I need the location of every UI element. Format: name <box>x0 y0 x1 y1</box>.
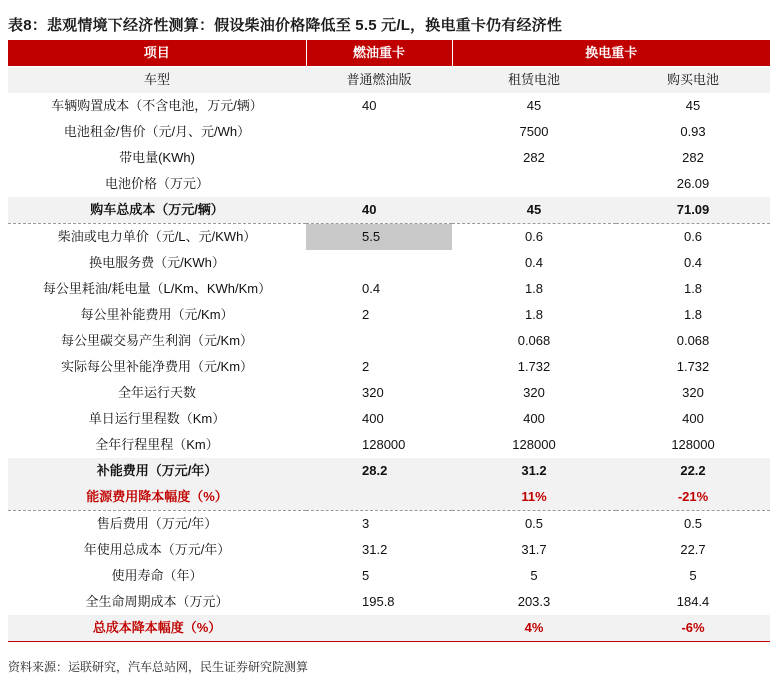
cell-label: 年使用总成本（万元/年） <box>83 542 231 557</box>
economics-table <box>8 40 770 642</box>
cell-fuel: 40 <box>362 98 377 113</box>
cell-lease: 31.7 <box>521 542 547 557</box>
header-fuel-truck: 燃油重卡 <box>306 40 452 67</box>
cell-fuel <box>306 145 452 171</box>
cell-fuel: 0.4 <box>362 281 381 296</box>
cell-label: 每公里碳交易产生利润（元/Km） <box>60 333 254 348</box>
cell-lease: 45 <box>526 98 542 113</box>
table-row <box>8 145 770 171</box>
cell-lease: 1.8 <box>524 281 544 296</box>
cell-lease: 0.068 <box>517 333 551 348</box>
cell-fuel: 31.2 <box>362 542 388 557</box>
cell-label: 能源费用降本幅度（%） <box>8 484 306 511</box>
cell-fuel: 5 <box>362 568 370 583</box>
subheader-row <box>8 67 770 94</box>
cell-buy: 400 <box>682 411 704 426</box>
cell-fuel: 28.2 <box>306 458 452 484</box>
cell-buy: 45 <box>685 98 701 113</box>
cell-label: 购车总成本（万元/辆） <box>8 197 306 224</box>
cell-buy: 184.4 <box>676 594 710 609</box>
cell-buy: -21% <box>616 484 770 511</box>
cell-buy: 22.7 <box>680 542 706 557</box>
table-row <box>8 197 770 224</box>
cell-buy: 0.4 <box>683 255 703 270</box>
source-note: 资料来源：运联研究，汽车总站网，民生证券研究院测算 <box>8 660 309 674</box>
cell-label: 电池租金/售价（元/月、元/Wh） <box>63 124 251 139</box>
cell-fuel <box>306 250 452 276</box>
table-row <box>8 328 770 354</box>
table-row <box>8 406 770 432</box>
table-row <box>8 93 770 119</box>
table-title: 表8：悲观情境下经济性测算：假设柴油价格降低至 5.5 元/L，换电重卡仍有经济性 <box>8 17 563 34</box>
cell-buy: 0.068 <box>676 333 710 348</box>
cell-lease: 128000 <box>512 437 556 452</box>
cell-buy: 5 <box>689 568 697 583</box>
cell-buy: 71.09 <box>616 197 770 224</box>
subheader-lease: 租赁电池 <box>452 67 616 94</box>
cell-lease: 1.732 <box>517 359 551 374</box>
cell-lease: 45 <box>452 197 616 224</box>
cell-lease: 0.4 <box>524 255 544 270</box>
table-row <box>8 380 770 406</box>
cell-lease: 0.6 <box>452 224 616 251</box>
cell-label: 单日运行里程数（Km） <box>88 411 226 426</box>
cell-buy: 320 <box>682 385 704 400</box>
cell-fuel: 2 <box>362 359 370 374</box>
header-row <box>8 40 770 67</box>
cell-lease: 282 <box>523 150 545 165</box>
table-row <box>8 589 770 615</box>
table-row <box>8 119 770 145</box>
cell-label: 补能费用（万元/年） <box>8 458 306 484</box>
table-row <box>8 276 770 302</box>
cell-fuel: 40 <box>306 197 452 224</box>
cell-label: 使用寿命（年） <box>111 568 203 583</box>
cell-fuel <box>306 328 452 354</box>
cell-fuel: 128000 <box>362 437 406 452</box>
cell-lease: 400 <box>523 411 545 426</box>
cell-buy: 0.6 <box>616 224 770 251</box>
table-row <box>8 563 770 589</box>
cell-label: 实际每公里补能净费用（元/Km） <box>60 359 254 374</box>
cell-buy: 128000 <box>671 437 715 452</box>
cell-label: 全年行程里程（Km） <box>95 437 219 452</box>
table-row <box>8 511 770 538</box>
cell-fuel: 5.5 <box>306 224 452 251</box>
cell-fuel: 2 <box>362 307 370 322</box>
cell-label: 柴油或电力单价（元/L、元/KWh） <box>8 224 306 251</box>
header-item: 项目 <box>8 40 306 67</box>
cell-lease: 7500 <box>519 124 549 139</box>
table-row <box>8 302 770 328</box>
table-body <box>8 93 770 642</box>
subheader-fuel: 普通燃油版 <box>306 67 452 94</box>
cell-label: 全年运行天数 <box>117 385 196 400</box>
table-row <box>8 354 770 380</box>
cell-buy: -6% <box>616 615 770 642</box>
cell-lease: 5 <box>530 568 538 583</box>
subheader-label: 车型 <box>8 67 306 94</box>
cell-label: 总成本降本幅度（%） <box>8 615 306 642</box>
cell-lease: 320 <box>523 385 545 400</box>
cell-buy: 1.8 <box>683 281 703 296</box>
cell-buy: 26.09 <box>676 176 710 191</box>
cell-lease: 0.5 <box>452 511 616 538</box>
cell-label: 售后费用（万元/年） <box>8 511 306 538</box>
cell-fuel <box>306 119 452 145</box>
cell-fuel <box>306 171 452 197</box>
cell-fuel: 195.8 <box>362 594 395 609</box>
cell-label: 每公里耗油/耗电量（L/Km、KWh/Km） <box>42 281 272 296</box>
cell-lease: 1.8 <box>524 307 544 322</box>
cell-lease: 31.2 <box>452 458 616 484</box>
cell-buy: 0.5 <box>616 511 770 538</box>
table-row <box>8 458 770 484</box>
table-row <box>8 432 770 458</box>
cell-lease <box>452 171 616 197</box>
cell-label: 电池价格（万元） <box>104 176 209 191</box>
cell-label: 车辆购置成本（不含电池，万元/辆） <box>51 98 263 113</box>
cell-buy: 0.93 <box>680 124 706 139</box>
cell-buy: 282 <box>682 150 704 165</box>
cell-buy: 1.8 <box>683 307 703 322</box>
table-row <box>8 484 770 511</box>
cell-lease: 11% <box>452 484 616 511</box>
cell-fuel <box>306 484 452 511</box>
cell-buy: 1.732 <box>676 359 710 374</box>
table-row <box>8 224 770 251</box>
cell-label: 全生命周期成本（万元） <box>85 594 229 609</box>
cell-fuel: 3 <box>306 511 452 538</box>
cell-fuel <box>306 615 452 642</box>
table-row <box>8 171 770 197</box>
cell-fuel: 320 <box>362 385 384 400</box>
cell-label: 每公里补能费用（元/Km） <box>80 307 234 322</box>
cell-buy: 22.2 <box>616 458 770 484</box>
cell-lease: 4% <box>452 615 616 642</box>
table-row <box>8 537 770 563</box>
table-row <box>8 250 770 276</box>
header-swap-truck: 换电重卡 <box>452 40 770 67</box>
cell-lease: 203.3 <box>517 594 551 609</box>
subheader-buy: 购买电池 <box>616 67 770 94</box>
table-row <box>8 615 770 642</box>
cell-label: 带电量(KWh) <box>119 150 195 165</box>
cell-fuel: 400 <box>362 411 384 426</box>
cell-label: 换电服务费（元/KWh） <box>89 255 225 270</box>
